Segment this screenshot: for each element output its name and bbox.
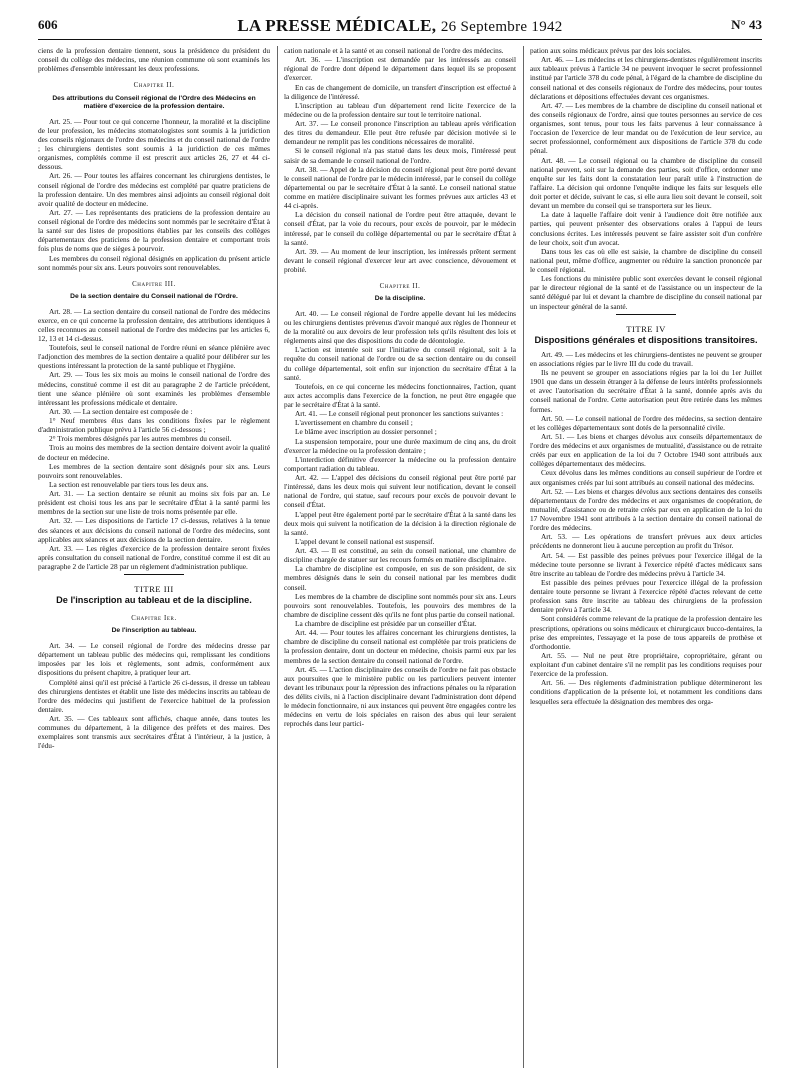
paragraph: pation aux soins médicaux prévus par des lois sociales. [530,46,692,55]
paragraph: Est passible des peines prévues pour l'exercice illégal de la profession dentaire toute personne se livrant à l'exercice répété d'actes relevant de cette profession sans être inscrite au tableau des chirurgiens de la profession dentaire prévu à l'article 34. [530,577,762,615]
article-49: Art. 49. — Les médecins et les chirurgiens-dentistes ne peuvent se grouper en associations régies par le livre III du code du travail. [530,349,762,368]
article-55: Art. 55. — Nul ne peut être propriétaire, copropriétaire, gérant ou exploitant d'un cabinet dentaire s'il ne remplit pas les conditions requises pour l'exercice de la profession. [530,650,762,679]
list-item: 2° Trois membres désignés par les autres membres du conseil. [49,434,232,444]
paragraph: L'action est intentée soit sur l'initiative du conseil régional, soit à la requête du conseil national de l'ordre ou de sa section dentaire ou du conseil du collège départemental, soit enfin sur injonction du secrétaire d'État à la santé. [284,345,516,382]
article-30: Art. 30. — La section dentaire est composée de : [49,406,193,416]
paragraph: Ceux dévolus dans les mêmes conditions au conseil supérieur de l'ordre et aux organismes créés par lui sont attribués au conseil national des médecins. [530,468,762,487]
article-26: Art. 26. — Pour toutes les affaires concernant les chirurgiens dentistes, le conseil régional de l'ordre des médecins est complété par quatre praticiens de la profession dentaire. Un des membres ainsi adjoints au conseil régional doit avoir qualité de docteur en médecine. [38,171,270,208]
paragraph: Toutefois, en ce qui concerne les médecins fonctionnaires, l'action, quant aux actes accomplis dans l'exercice de la fonction, ne peut être engagée que par le secrétaire d'État à la santé. [284,381,516,410]
article-46: Art. 46. — Les médecins et les chirurgiens-dentistes régulièrement inscrits aux tableaux prévus à l'article 34 ne peuvent invoquer le secret professionnel institué par l'article 378 du code pénal, à l'égard de la chambre de discipline du conseil national et des conseils régionaux de l'ordre des médecins, pour toutes déclarations et dépositions effectuées devant ces organismes. [530,55,762,101]
chapter-title: Des attributions du Conseil régional de l'Ordre des Médecins en matière d'exercice de la profession dentaire. [52,94,256,111]
list-item: L'avertissement en chambre du conseil ; [295,418,413,428]
paragraph: La chambre de discipline est composée, en sus de son président, de six membres désignés dans le sein du conseil national par les membres dudit conseil. [284,564,516,592]
page-number: 606 [38,17,58,32]
paragraph: L'inscription au tableau d'un département rend licite l'exercice de la médecine ou de la profession dentaire sur tout le territoire national. [284,100,516,119]
article-31: Art. 31. — La section dentaire se réunit au moins six fois par an. Le président est choisi tous les ans par le secrétaire d'État à la santé parmi les membres de la section sur une liste de trois noms présentée par elle. [38,489,270,517]
article-44: Art. 44. — Pour toutes les affaires concernant les chirurgiens dentistes, la chambre de discipline du conseil national est complétée par trois praticiens de la profession dentaire, dont un docteur en médecine, choisis parmi eux par les membres de la section dentaire du conseil national de l'ordre. [284,628,516,665]
column-divider [523,46,524,1068]
paragraph: La décision du conseil national de l'ordre peut être attaquée, devant le conseil d'État, par la voie du recours, pour excès de pouvoir, par le médecin intéressé, par le conseil du collège départemental ou par le secrétaire d'État à la santé. [284,210,516,247]
article-34: Art. 34. — Le conseil régional de l'ordre des médecins dresse par département un tableau public des médecins qui, remplissant les conditions imposées par les lois et règlements, sont admis, conformément aux dispositions du présent chapitre, à pratiquer leur art. [38,641,270,678]
titre-label: TITRE III [134,584,174,595]
article-47: Art. 47. — Les membres de la chambre de discipline du conseil national et des conseils régionaux de l'ordre, ainsi que toutes personnes au service de ces organismes, sont tenus, pour tous les faits parvenus à leur connaissance à l'occasion de l'exercice de leur mandat ou de l'exécution de leur service, au secret professionnel, conformément aux dispositions de l'article 378 du code pénal. [530,100,762,156]
article-28: Art. 28. — La section dentaire du conseil national de l'ordre des médecins exerce, en ce qui concerne la profession dentaire, des attributions identiques à celles reconnues au conseil national de l'ordre des médecins par les articles 6, 12, 13 et 14 ci-dessus. [38,306,270,343]
article-43: Art. 43. — Il est constitué, au sein du conseil national, une chambre de discipline chargée de statuer sur les recours formés en matière disciplinaire. [284,546,516,565]
paragraph: Les fonctions du ministère public sont exercées devant le conseil régional par le directeur régional de la santé et de l'assistance ou un inspecteur de la santé délégué par lui et devant la chambre de discipline du conseil national par un inspecteur général de la santé. [530,274,762,311]
article-29: Art. 29. — Tous les six mois au moins le conseil national de l'ordre des médecins, constitué comme il est dit au paragraphe 2 de l'article précédent, tient une séance plénière où sont examinés les problèmes d'ensemble intéressant les professions médicale et dentaire. [38,370,270,407]
article-35: Art. 35. — Ces tableaux sont affichés, chaque année, dans toutes les communes du département, à la diligence des préfets et des maires. Des exemplaires sont transmis aux secrétaires d'État à l'intérieur, à la justice, à l'édu- [38,714,270,751]
article-33: Art. 33. — Les règles d'exercice de la profession dentaire seront fixées après consultation du conseil national de l'ordre, constitué comme il est dit au paragraphe 2 de l'article 28 par un règlement d'administration publique. [38,543,270,572]
header-rule [38,39,762,40]
article-36: Art. 36. — L'inscription est demandée par les intéressés au conseil régional de l'ordre dont dépend le département dans lequel ils se proposent d'exercer. [284,55,516,83]
article-38: Art. 38. — Appel de la décision du conseil régional peut être porté devant le conseil national de l'ordre par le médecin intéressé, par le conseil du collège départemental ou par le secrétaire d'État à la santé. Le conseil national statue comme en matière disciplinaire suivant les formes prévues aux articles 43 et 44 ci-après. [284,164,516,211]
issue-number: N° 43 [731,17,762,32]
paragraph: L'appel devant le conseil national est suspensif. [295,536,435,546]
paragraph: La chambre de discipline est présidée par un conseiller d'État. [295,619,477,629]
chapter-label: Chapitre III. [132,280,176,288]
list-item: La suspension temporaire, pour une durée maximum de cinq ans, du droit d'exercer la médecine ou la profession dentaire ; [284,436,516,455]
article-42: Art. 42. — L'appel des décisions du conseil régional peut être porté par l'intéressé, dans les deux mois qui suivent leur notification, devant le conseil national de l'ordre, qui statue, sauf recours pour excès de pouvoir devant le conseil d'État. [284,473,516,510]
column-middle [284,46,516,1076]
article-39: Art. 39. — Au moment de leur inscription, les intéressés prêtent serment devant le conseil régional d'exercer leur art avec conscience, dévouement et probité. [284,246,516,274]
article-45: Art. 45. — L'action disciplinaire des conseils de l'ordre ne fait pas obstacle aux poursuites que le ministère public ou les particuliers peuvent intenter devant les tribunaux pour la répression des infractions pénales ou la réparation des délits civils, ni à l'action disciplinaire devant l'administration dont dépend le médecin fonctionnaire, ni aux instances qui peuvent être engagées contre les médecins en vertu de lois spéciales en raison des abus qui leur seraient reprochés dans leur partici- [284,664,516,729]
column-right [530,46,762,1076]
list-item: 1° Neuf membres élus dans les conditions fixées par le règlement d'administration publique prévu à l'article 56 ci-dessous ; [38,416,270,435]
paragraph: Sont considérés comme relevant de la pratique de la profession dentaire les prescriptions, opérations ou soins médicaux et chirurgicaux bucco-dentaires, la prise des empreintes, l'essayage et la pose de tous appareils de prothèse et d'orthodontie. [530,614,762,651]
chapter-label: Chapitre II. [379,283,421,291]
chapter-title: De la section dentaire du Conseil national de l'Ordre. [70,292,238,300]
paragraph: Les membres de la chambre de discipline sont nommés pour six ans. Leurs pouvoirs sont renouvelables. Toutefois, les pouvoirs des membres de la chambre de discipline cessent dès qu'ils ne font plus partie du conseil national. [284,591,516,619]
paragraph: Ils ne peuvent se grouper en associations régies par la loi du 1er Juillet 1901 que dans un dessein étranger à la défense de leurs intérêts professionnels et avec l'autorisation du secrétaire d'État à la santé, donnée après avis du conseil national de l'ordre. Cette autorisation peut être retirée dans les mêmes formes. [530,368,762,414]
article-51: Art. 51. — Les biens et charges dévolus aux conseils départementaux de l'ordre des médecins et aux organismes de mutualité, d'assistance ou de retraite créés par eux en application de la loi du 7 Octobre 1940 sont attribués aux collèges départementaux des médecins. [530,431,762,469]
column-divider [277,46,278,1068]
titre-title: Dispositions générales et dispositions transitoires. [534,334,758,345]
journal-name: LA PRESSE MÉDICALE, [237,16,437,35]
paragraph: Trois au moins des membres de la section dentaire doivent avoir la qualité de docteur en médecine. [38,443,270,462]
paragraph: Complété ainsi qu'il est précisé à l'article 26 ci-dessus, il dresse un tableau des chirurgiens dentistes et établit une liste des médecins inscrits au tableau de l'ordre des médecins qui justifient de l'exercice habituel de la profession dentaire. [38,677,270,714]
article-27: Art. 27. — Les représentants des praticiens de la profession dentaire au conseil régional de l'ordre des médecins sont nommés par le secrétaire d'État à la santé sur des listes de propositions établies par les conseils des collèges départementaux des praticiens de la profession dentaire et comportant trois fois plus de noms que de sièges à pourvoir. [38,207,270,254]
article-50: Art. 50. — Le conseil national de l'ordre des médecins, sa section dentaire et les collèges départementaux sont dotés de la personnalité civile. [530,413,762,432]
article-52: Art. 52. — Les biens et charges dévolus aux sections dentaires des conseils départementaux de l'ordre des médecins et aux organismes de coopération, de mutualité, d'assistance ou de retraite créés par eux en application de la loi du 17 Novembre 1941 sont attribués à la section dentaire du conseil national de l'ordre des médecins. [530,486,762,533]
titre-title: De l'inscription au tableau et de la discipline. [56,595,252,606]
paragraph: ciens de la profession dentaire tiennent, sous la présidence du président du conseil du collège des médecins, une réunion commune où sont examinés les problèmes d'ensemble intéressant les deux professions. [38,46,270,74]
paragraph: La section est renouvelable par tiers tous les deux ans. [49,479,209,489]
title-rule [124,574,184,575]
chapter-label: Chapitre II. [133,82,175,90]
list-item: L'interdiction définitive d'exercer la médecine ou la profession dentaire comportant radiation du tableau. [284,454,516,473]
chapter-label: Chapitre Ier. [131,615,177,623]
article-41: Art. 41. — Le conseil régional peut prononcer les sanctions suivantes : [295,409,504,419]
paragraph: Les membres du conseil régional désignés en application du présent article sont nommés pour six ans. Leurs pouvoirs sont renouvelables. [38,253,270,272]
paragraph: La date à laquelle l'affaire doit venir à l'audience doit être notifiée aux parties, qui peuvent présenter des observations orales à l'appui de leurs conclusions écrites. Les intéressés peuvent se faire assister soit d'un confrère de leur choix, soit d'un avocat. [530,210,762,247]
masthead [38,16,762,36]
list-item: Le blâme avec inscription au dossier personnel ; [295,427,437,437]
paragraph: Si le conseil régional n'a pas statué dans les deux mois, l'intéressé peut saisir de sa demande le conseil national de l'ordre. [284,146,516,165]
article-56: Art. 56. — Des règlements d'administration publique détermineront les conditions d'application de la présente loi, et notamment les conditions dans lesquelles sera effectuée la désignation des membres des orga- [530,678,762,706]
chapter-title: De la discipline. [374,295,426,303]
paragraph: Toutefois, seul le conseil national de l'ordre réuni en séance plénière avec l'adjonction des membres de la section dentaire a qualité pour délibérer sur les questions intéressant la protection de la santé publique et l'hygiène. [38,343,270,371]
issue-date: 26 Septembre 1942 [440,19,563,35]
article-25: Art. 25. — Pour tout ce qui concerne l'honneur, la moralité et la discipline de leur profession, les médecins stomatologistes sont soumis à la juridiction des conseils régionaux de l'ordre des médecins et du conseil national de l'ordre ; les chirurgiens dentistes sont soumis à la juridiction de ces mêmes organismes, complétés comme il est prescrit aux articles 26, 27 et 44 ci-dessous. [38,116,270,172]
article-53: Art. 53. — Les opérations de transfert prévues aux deux articles précédents ne donneront lieu à aucune perception au profit du Trésor. [530,532,762,551]
article-54: Art. 54. — Est passible des peines prévues pour l'exercice illégal de la médecine toute personne se livrant à l'exercice répété d'actes médicaux sans être inscrite au tableau de l'ordre des médecins prévu à l'article 34. [530,550,762,578]
paragraph: Dans tous les cas où elle est saisie, la chambre de discipline du conseil national peut, même d'office, augmenter ou réduire la sanction prononcée par le conseil régional. [530,246,762,274]
column-left [38,46,270,1076]
chapter-title: De l'inscription au tableau. [111,627,197,635]
article-32: Art. 32. — Les dispositions de l'article 17 ci-dessus, relatives à la tenue des séances et aux décisions du conseil national de l'ordre des médecins, sont applicables aux séances et aux décisions de la section dentaire. [38,516,270,544]
article-37: Art. 37. — Le conseil prononce l'inscription au tableau après vérification des titres du demandeur. Elle peut être refusée par décision motivée si le demandeur ne remplit pas les conditions nécessaires de moralité. [284,119,516,147]
title-rule [616,314,676,315]
paragraph: Les membres de la section dentaire sont désignés pour six ans. Leurs pouvoirs sont renouvelables. [38,461,270,480]
paragraph: L'appel peut être également porté par le secrétaire d'État à la santé dans les deux mois qui suivent la notification de la décision à la direction régionale de la santé. [284,509,516,537]
paragraph: En cas de changement de domicile, un transfert d'inscription est effectué à la diligence de l'intéressé. [284,82,516,101]
page-header [38,17,762,41]
article-40: Art. 40. — Le conseil régional de l'ordre appelle devant lui les médecins ou les chirurgiens dentistes prévenus d'avoir manqué aux règles de l'honneur et de la moralité ou aux devoirs de leur profession tels qu'ils résultent des lois et règlements ainsi que des dispositions du code de déontologie. [284,308,516,346]
titre-label: TITRE IV [626,323,666,334]
article-48: Art. 48. — Le conseil régional ou la chambre de discipline du conseil national peuvent, soit sur la demande des parties, soit d'office, ordonner une enquête sur les faits dont la constatation leur paraît utile à l'instruction de l'affaire. La décision qui ordonne l'enquête indique les faits sur lesquels elle doit porter et décide, suivant le cas, si elle aura lieu soit devant le conseil, soit devant un membre du conseil qui se transportera sur les lieux. [530,155,762,211]
paragraph: cation nationale et à la santé et au conseil national de l'ordre des médecins. [284,46,504,55]
